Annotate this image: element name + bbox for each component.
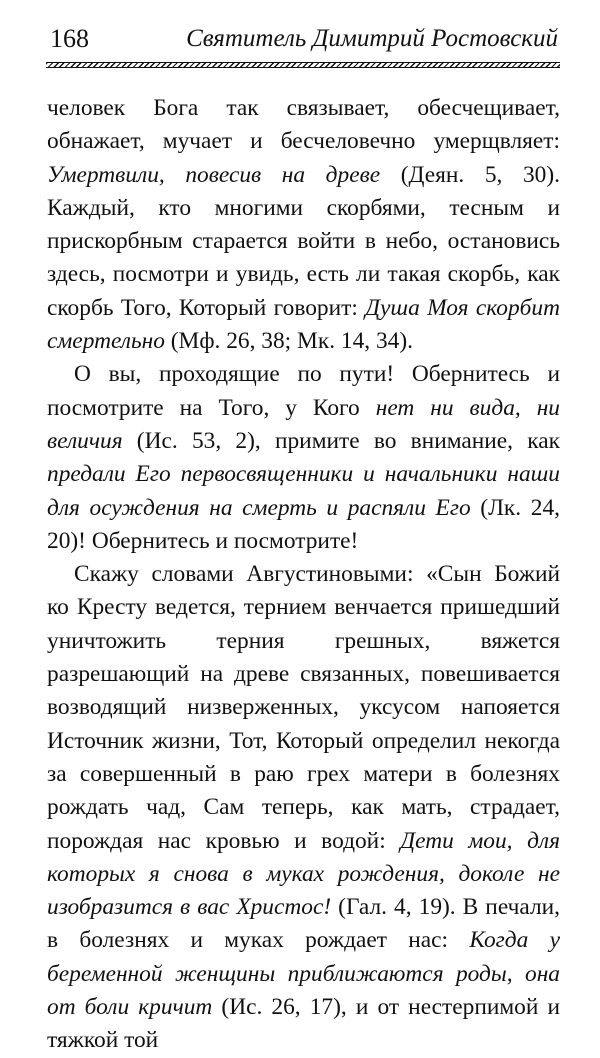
scripture-quote: Дети мои, для которых я снова в муках рождения, доколе не изобразится в вас Христос! <box>47 827 560 921</box>
text-run: (Мф. 26, 38; Мк. 14, 34). <box>164 328 414 355</box>
text-run: (Ис. 26, 17), и от нестерпимой и тяжкой той <box>47 994 560 1054</box>
text-run: (Лк. 24, 20)! Обернитесь и посмотрите! <box>47 494 560 554</box>
paragraph <box>47 92 560 358</box>
paragraph <box>47 358 560 558</box>
text-run: О вы, проходящие по пути! Обернитесь и посмотрите на Того, у Кого <box>47 361 560 421</box>
text-run: (Деян. 5, 30). Каждый, кто многими скорбями, тесным и прискорбным старается войти в небо, остановись здесь, посмотри и увидь, есть ли такая скорбь, как скорбь Того, Который говорит: <box>47 161 561 321</box>
body-text <box>47 92 560 1058</box>
text-run: человек Бога так связывает, обесчещивает, обнажает, мучает и бесчеловечно умерщвляет: <box>47 95 560 155</box>
text-run: (Ис. 53, 2), примите во внимание, как <box>122 427 560 454</box>
text-run: (Гал. 4, 19). В печали, в болезнях и муках рождает нас: <box>47 894 561 954</box>
scripture-quote: предали Его первосвященники и начальники наши для осуждения на смерть и распяли Его <box>47 461 560 521</box>
scripture-quote: Умертвили, повесив на древе <box>47 161 381 188</box>
scripture-quote: Когда у беременной женщины приближаются роды, она от боли кричит <box>47 927 560 1021</box>
running-title: Святитель Димитрий Ростовский <box>186 25 558 52</box>
paragraph <box>47 558 560 1057</box>
running-head <box>50 22 558 56</box>
header-ornamental-rule <box>46 62 560 68</box>
text-run: Скажу словами Августиновыми: «Сын Божий ко Кресту ведется, тернием венчается пришедший уничтожить терния грешных, вяжется разрешающий на древе связанных, повешивается возводящий низверженных, уксусом напояется Источник жизни, Тот, Который определил некогда за совершенный в раю грех матери в болезнях рождать чад, Сам теперь, как мать, страдает, порождая нас кровью и водой: <box>47 561 560 854</box>
scripture-quote: нет ни вида, ни величия <box>47 394 560 454</box>
scripture-quote: Душа Моя скорбит смертельно <box>47 294 560 355</box>
page-number: 168 <box>50 24 89 53</box>
